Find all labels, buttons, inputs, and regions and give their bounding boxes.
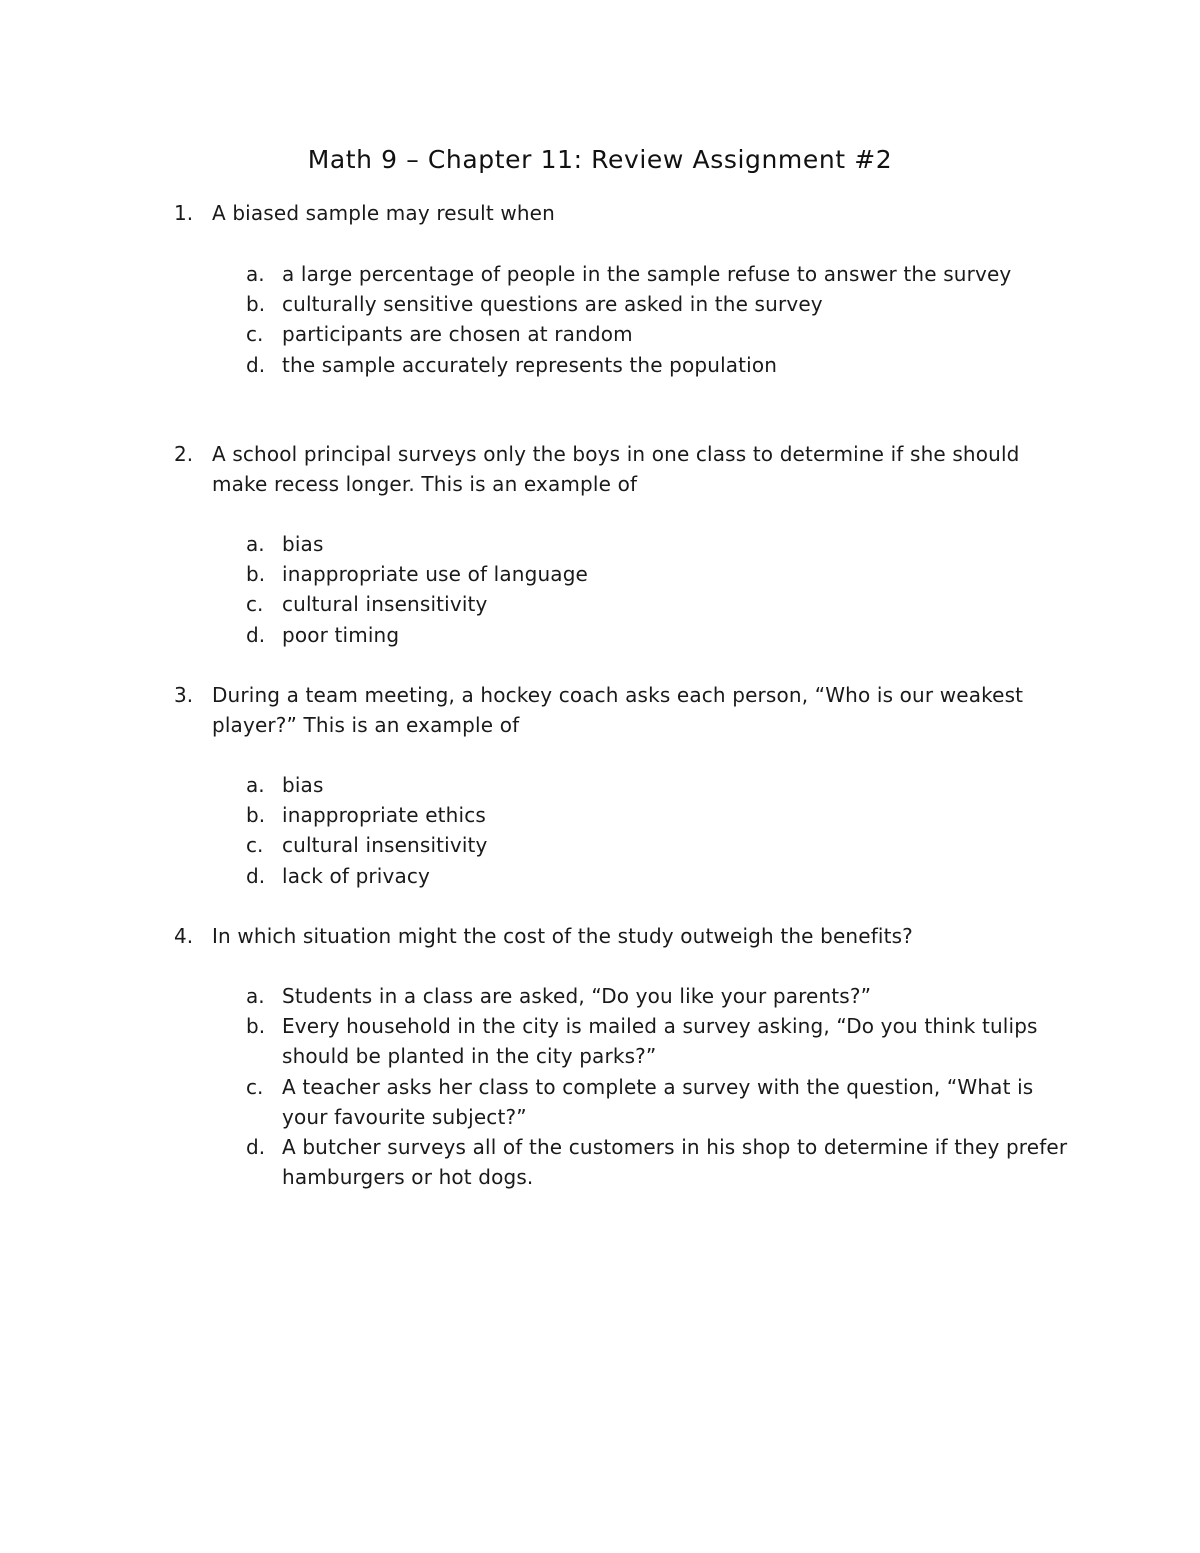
option-text: a large percentage of people in the sample refuse to answer the survey bbox=[282, 262, 1012, 286]
option-letter: b. bbox=[246, 292, 266, 317]
option-d bbox=[0, 350, 1200, 380]
question-number: 3. bbox=[174, 683, 194, 707]
option-letter: c. bbox=[246, 322, 264, 347]
option-text: the sample accurately represents the population bbox=[282, 352, 778, 377]
option-letter: d. bbox=[246, 1135, 266, 1160]
question-text: A biased sample may result when bbox=[212, 201, 555, 225]
option-d bbox=[0, 1132, 1200, 1192]
option-letter: d. bbox=[246, 622, 266, 647]
option-a bbox=[0, 259, 1200, 289]
option-text: inappropriate use of language bbox=[282, 562, 588, 587]
option-c bbox=[0, 830, 1200, 860]
option-d bbox=[0, 861, 1200, 891]
option-text: lack of privacy bbox=[282, 863, 431, 888]
option-letter: a. bbox=[246, 262, 265, 286]
question-1-options bbox=[0, 259, 1200, 380]
option-letter: c. bbox=[246, 1074, 264, 1099]
option-text: participants are chosen at random bbox=[282, 322, 633, 347]
option-letter: a. bbox=[246, 984, 265, 1008]
option-letter: a. bbox=[246, 773, 265, 797]
question-2-options bbox=[0, 529, 1200, 650]
option-letter: b. bbox=[246, 803, 266, 828]
option-a bbox=[0, 770, 1200, 800]
option-text: culturally sensitive questions are asked in the survey bbox=[282, 292, 823, 317]
option-text: bias bbox=[282, 773, 324, 797]
option-text: cultural insensitivity bbox=[282, 592, 488, 617]
question-3-options bbox=[0, 770, 1200, 891]
page-title: Math 9 – Chapter 11: Review Assignment #2 bbox=[307, 145, 893, 174]
option-text: poor timing bbox=[282, 622, 400, 647]
option-text: Students in a class are asked, “Do you like your parents?” bbox=[282, 984, 872, 1008]
option-letter: b. bbox=[246, 1014, 266, 1039]
option-c bbox=[0, 589, 1200, 619]
question-4-options bbox=[0, 981, 1200, 1192]
question-number: 4. bbox=[174, 924, 194, 948]
option-text: cultural insensitivity bbox=[282, 833, 488, 858]
option-b bbox=[0, 559, 1200, 589]
option-a bbox=[0, 529, 1200, 559]
option-b bbox=[0, 289, 1200, 319]
question-text: During a team meeting, a hockey coach asks each person, “Who is our weakest player?” This is an example of bbox=[212, 683, 1024, 738]
option-text: A teacher asks her class to complete a survey with the question, “What is your favourite subject?” bbox=[282, 1074, 1034, 1129]
option-text: bias bbox=[282, 532, 324, 556]
option-a bbox=[0, 981, 1200, 1011]
question-number: 1. bbox=[174, 201, 194, 225]
option-b bbox=[0, 800, 1200, 830]
option-letter: d. bbox=[246, 352, 266, 377]
question-number: 2. bbox=[174, 442, 194, 466]
option-letter: d. bbox=[246, 863, 266, 888]
option-text: Every household in the city is mailed a survey asking, “Do you think tulips should be planted in the city parks?” bbox=[282, 1014, 1038, 1069]
option-c bbox=[0, 319, 1200, 349]
option-letter: a. bbox=[246, 532, 265, 556]
option-text: A butcher surveys all of the customers in his shop to determine if they prefer hamburgers or hot dogs. bbox=[282, 1135, 1068, 1190]
question-text: In which situation might the cost of the study outweigh the benefits? bbox=[212, 924, 913, 948]
option-text: inappropriate ethics bbox=[282, 803, 486, 828]
option-d bbox=[0, 620, 1200, 650]
option-b bbox=[0, 1011, 1200, 1071]
option-c bbox=[0, 1072, 1200, 1132]
option-letter: c. bbox=[246, 833, 264, 858]
option-letter: b. bbox=[246, 562, 266, 587]
question-text: A school principal surveys only the boys in one class to determine if she should make recess longer. This is an example of bbox=[212, 442, 1020, 497]
option-letter: c. bbox=[246, 592, 264, 617]
